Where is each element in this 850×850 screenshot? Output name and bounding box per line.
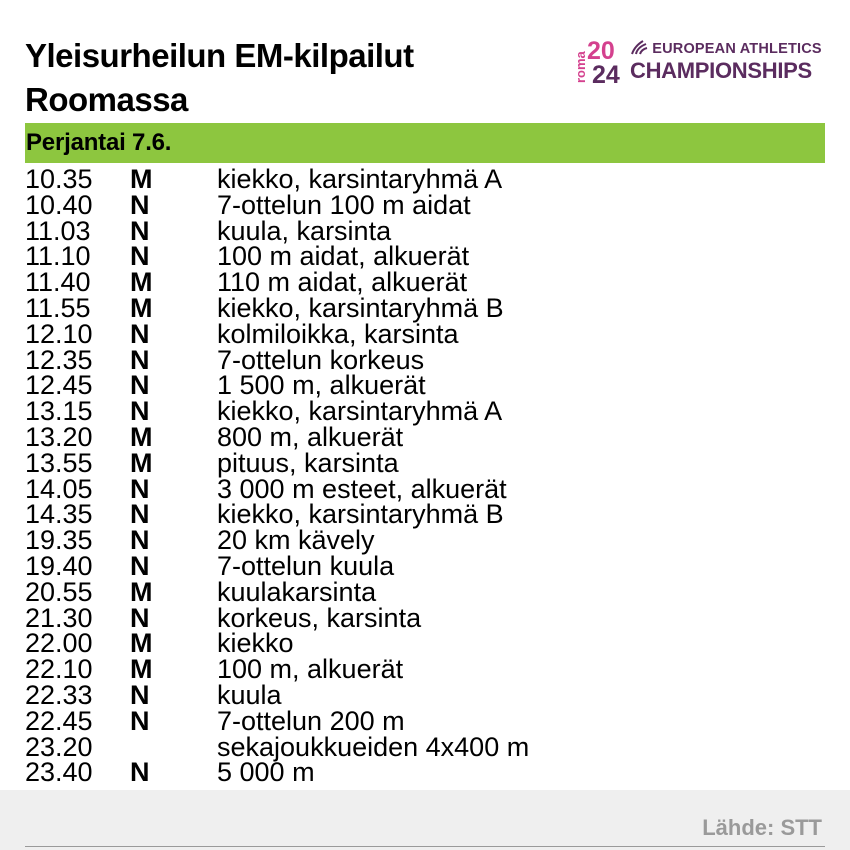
event-time: 12.10: [25, 318, 93, 349]
event-gender: N: [130, 241, 150, 272]
event-name: kiekko, karsintaryhmä A: [217, 164, 503, 194]
event-name: kuula, karsinta: [217, 215, 392, 246]
schedule-row: [25, 396, 825, 427]
event-time: 13.15: [25, 396, 93, 427]
event-name: 7-ottelun kuula: [217, 550, 395, 581]
event-time: 23.40: [25, 757, 93, 788]
event-time: 10.35: [25, 164, 93, 194]
event-gender: N: [130, 370, 150, 401]
event-name: kiekko, karsintaryhmä A: [217, 396, 503, 427]
schedule-row: [25, 602, 825, 633]
event-time: 19.35: [25, 525, 93, 556]
event-name: 3 000 m esteet, alkuerät: [217, 473, 507, 504]
event-name: kiekko, karsintaryhmä B: [217, 499, 504, 530]
logo-line2-text: CHAMPIONSHIPS: [630, 58, 812, 83]
event-gender: M: [130, 447, 153, 478]
event-time: 14.35: [25, 499, 93, 530]
event-name: 110 m aidat, alkuerät: [217, 267, 468, 298]
event-time: 22.10: [25, 654, 93, 685]
event-time: 22.33: [25, 679, 93, 710]
eagle-wings-icon: [630, 40, 648, 55]
event-gender: N: [130, 679, 150, 710]
schedule-row: [25, 499, 825, 530]
event-name: 7-ottelun korkeus: [217, 344, 425, 375]
schedule-row: [25, 705, 825, 736]
event-time: 21.30: [25, 602, 93, 633]
schedule-row: [25, 628, 825, 659]
event-name: 100 m aidat, alkuerät: [217, 241, 470, 272]
schedule-row: [25, 550, 825, 581]
event-name: pituus, karsinta: [217, 447, 399, 478]
event-time: 11.55: [25, 292, 91, 323]
event-gender: M: [130, 576, 153, 607]
event-name: 100 m, alkuerät: [217, 654, 404, 685]
event-gender: N: [130, 602, 150, 633]
schedule-row: [25, 757, 825, 788]
schedule-row: [25, 344, 825, 375]
event-time: 11.10: [25, 241, 91, 272]
event-name: kolmiloikka, karsinta: [217, 318, 459, 349]
event-name: 7-ottelun 200 m: [217, 705, 405, 736]
footer: [0, 790, 850, 850]
event-name: 5 000 m: [217, 757, 315, 788]
event-name: sekajoukkueiden 4x400 m: [217, 731, 530, 762]
event-name: kuulakarsinta: [217, 576, 377, 607]
event-gender: M: [130, 164, 153, 194]
schedule-row: [25, 679, 825, 710]
event-gender: M: [130, 292, 153, 323]
event-gender: N: [130, 499, 150, 530]
schedule-row: [25, 215, 825, 246]
event-name: 800 m, alkuerät: [217, 421, 404, 452]
schedule-row: [25, 525, 825, 556]
event-gender: M: [130, 267, 153, 298]
event-gender: N: [130, 705, 150, 736]
schedule-row: [25, 267, 825, 298]
schedule-row: [25, 166, 825, 192]
event-time: 13.20: [25, 421, 93, 452]
schedule-row: [25, 447, 825, 478]
event-name: korkeus, karsinta: [217, 602, 422, 633]
event-gender: M: [130, 654, 153, 685]
schedule-row: [25, 421, 825, 452]
event-time: 19.40: [25, 550, 93, 581]
event-time: 12.35: [25, 344, 93, 375]
logo-city-text: roma: [573, 51, 588, 83]
event-gender: N: [130, 396, 150, 427]
schedule-row: [25, 731, 825, 762]
page-title: Yleisurheilun EM-kilpailut Roomassa: [25, 37, 414, 118]
schedule-row: [25, 370, 825, 401]
event-gender: N: [130, 189, 150, 220]
event-time: 14.05: [25, 473, 93, 504]
event-time: 22.45: [25, 705, 93, 736]
schedule-row: [25, 189, 825, 220]
event-name: kuula: [217, 679, 282, 710]
event-gender: M: [130, 628, 153, 659]
event-time: 23.20: [25, 731, 93, 762]
roma-2024-logo-mark: [572, 36, 628, 86]
event-time: 10.40: [25, 189, 93, 220]
day-label: Perjantai 7.6.: [26, 129, 172, 156]
event-gender: N: [130, 550, 150, 581]
event-gender: N: [130, 318, 150, 349]
event-name: 1 500 m, alkuerät: [217, 370, 426, 401]
source-label: Lähde: STT: [702, 815, 822, 840]
championships-logo: [572, 36, 828, 86]
footer-divider: [25, 846, 825, 847]
schedule-row: [25, 654, 825, 685]
event-gender: N: [130, 757, 150, 788]
event-name: 7-ottelun 100 m aidat: [217, 189, 471, 220]
event-time: 20.55: [25, 576, 93, 607]
schedule-row: [25, 576, 825, 607]
event-name: 20 km kävely: [217, 525, 375, 556]
event-time: 22.00: [25, 628, 93, 659]
event-gender: N: [130, 215, 150, 246]
logo-year-bottom: 24: [592, 61, 620, 86]
event-gender: N: [130, 344, 150, 375]
schedule-list: [25, 164, 825, 788]
schedule-row: [25, 318, 825, 349]
event-time: 12.45: [25, 370, 93, 401]
event-time: 11.40: [25, 267, 91, 298]
event-time: 11.03: [25, 215, 91, 246]
event-name: kiekko: [217, 628, 294, 659]
schedule-row: [25, 473, 825, 504]
event-name: kiekko, karsintaryhmä B: [217, 292, 504, 323]
event-gender: N: [130, 525, 150, 556]
logo-year-top: 20: [587, 37, 615, 65]
schedule-row: [25, 241, 825, 272]
logo-line1-text: EUROPEAN ATHLETICS: [652, 41, 822, 57]
event-time: 13.55: [25, 447, 93, 478]
event-gender: M: [130, 421, 153, 452]
event-gender: N: [130, 473, 150, 504]
day-header-bar: [25, 123, 825, 163]
schedule-row: [25, 292, 825, 323]
